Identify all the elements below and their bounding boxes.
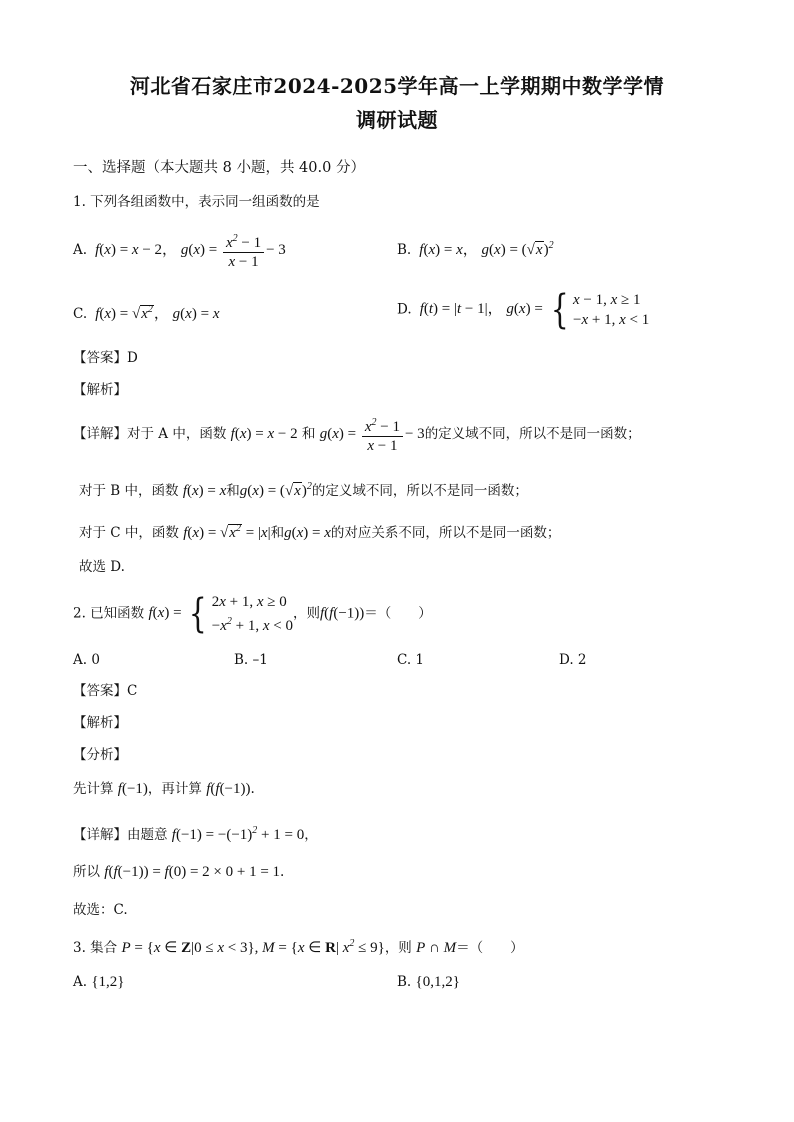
q1-detail-c-post: 的对应关系不同，所以不是同一函数；	[330, 525, 561, 541]
q2-stem-pre: 2. 已知函数	[73, 605, 145, 622]
q1-detail-b-post: 的定义域不同，所以不是同一函数；	[311, 483, 528, 499]
q2-so-math: f(f(−1)) = f(0) = 2 × 0 + 1 = 1	[104, 864, 281, 880]
q1-detail-c-pre: 对于 C 中，函数	[79, 525, 179, 541]
q2-stem	[73, 591, 432, 637]
q1-stem: 1. 下列各组函数中，表示同一组函数的是	[73, 194, 320, 210]
q1-detail-c-mid: 和	[270, 525, 285, 541]
q3-option-a-value: {1,2}	[91, 974, 125, 990]
q1-detail-a-f: f(x) = x − 2	[230, 425, 298, 442]
q1-detail-a-mid: 和	[301, 425, 316, 442]
q1-detail-b	[79, 477, 528, 501]
q3-expression: P ∩ M	[416, 940, 457, 956]
q1-option-b	[397, 236, 554, 260]
q1-detail-b-mid: 和	[226, 483, 240, 499]
q2-expression: f(f(−1))	[319, 605, 365, 622]
q2-option-a: A. 0	[73, 652, 100, 668]
q2-detail	[73, 821, 318, 845]
q1-option-b-math: f(x) = x， $g(x) = (√x)^2$	[415, 240, 554, 258]
q1-option-c	[73, 300, 219, 324]
q2-fenxi: 【分析】	[73, 747, 127, 763]
q2-detail-label: 【详解】	[73, 827, 127, 843]
q2-step-end: .	[250, 781, 255, 797]
title-line-1: 河北省石家庄市2024-2025学年高一上学期期中数学学情	[129, 74, 665, 98]
q1-detail-a-pre: 对于 A 中，函数	[127, 425, 227, 442]
q1-detail-c-g: g(x) = x	[284, 525, 331, 541]
q2-step-f1: f(−1)	[117, 781, 148, 797]
q1-detail-b-f: f(x) = x	[182, 483, 227, 499]
q2-conclusion: 故选：C.	[73, 902, 128, 918]
title-line-2: 调研试题	[356, 108, 438, 132]
q1-detail-a-g: g(x) = $\frac{x^2 - 1}{x - 1}$ − 3	[320, 426, 425, 442]
q2-step	[73, 779, 255, 799]
q1-option-d-math: f(t) = |t − 1|， g(x) = { x − 1, x ≥ 1 −x + 1, x < 1	[415, 287, 650, 333]
q1-detail-c	[79, 519, 560, 543]
q3-option-a-label: A.	[73, 974, 88, 990]
q2-answer: 【答案】C	[73, 683, 138, 699]
q2-option-c: C. 1	[397, 652, 425, 668]
q3-option-b-label: B.	[397, 974, 412, 990]
q2-function-def: f(x) = { 2x + 1, x ≥ 0 $-x^2 + 1$, x < 0	[148, 591, 293, 637]
q1-option-c-label: C.	[73, 306, 88, 322]
q1-analysis: 【解析】	[73, 382, 127, 398]
q1-option-d-label: D.	[397, 301, 412, 318]
q3-stem-pre: 3. 集合	[73, 940, 118, 956]
q1-detail-b-pre: 对于 B 中，函数	[79, 483, 179, 499]
q2-step-ff1: f(f(−1))	[206, 781, 251, 797]
q2-stem-post: ，则	[292, 605, 320, 622]
q1-option-b-label: B.	[397, 242, 412, 258]
q1-detail-label: 【详解】	[73, 425, 127, 442]
q2-step-pre: 先计算	[73, 781, 114, 797]
q1-answer: 【答案】D	[73, 350, 138, 366]
q2-option-d: D. 2	[559, 652, 587, 668]
q3-stem-end: ＝（ ）	[456, 940, 524, 956]
section-heading: 一、选择题（本大题共 8 小题，共 40.0 分）	[73, 160, 365, 176]
q2-analysis: 【解析】	[73, 715, 127, 731]
q2-step-mid: ，再计算	[147, 781, 202, 797]
q1-option-c-math: $f(x) = √x^2$， g(x) = x	[91, 304, 220, 322]
q1-detail-b-g: $g(x) = (√x)^2$	[239, 481, 312, 499]
q2-so-end: .	[280, 864, 285, 880]
q1-detail-a	[73, 414, 641, 454]
q1-option-a-label: A.	[73, 241, 88, 258]
q1-detail-a-post: 的定义域不同，所以不是同一函数；	[424, 425, 641, 442]
q2-stem-end: ＝（ ）	[364, 605, 432, 622]
q1-option-a	[73, 230, 286, 270]
q3-stem-post: ，则	[384, 940, 412, 956]
q3-option-b	[397, 972, 460, 992]
q2-detail-end: ，	[304, 827, 318, 843]
q1-option-d	[397, 287, 650, 333]
q2-detail-pre: 由题意	[127, 827, 168, 843]
q3-stem	[73, 934, 524, 958]
q2-option-b: B. –1	[234, 652, 268, 668]
q3-sets: P = {x ∈ Z|0 ≤ x < 3}, M = {x ∈ R| $x^2 \le 9$}	[121, 938, 385, 956]
q2-so-pre: 所以	[73, 864, 100, 880]
q1-option-a-math: f(x) = x − 2， g(x) = $\frac{x^2 - 1}{x - 1}$ − 3	[91, 242, 285, 258]
q3-option-a	[73, 972, 125, 992]
q3-option-b-value: {0,1,2}	[415, 974, 460, 990]
q1-conclusion: 故选 D.	[79, 559, 125, 575]
q1-detail-c-f: $f(x) = √x^2 = |x|$	[183, 523, 271, 541]
q2-so	[73, 862, 284, 882]
q2-detail-math: $f(-1) = -(-1)^2 + 1 = 0$	[171, 825, 305, 843]
